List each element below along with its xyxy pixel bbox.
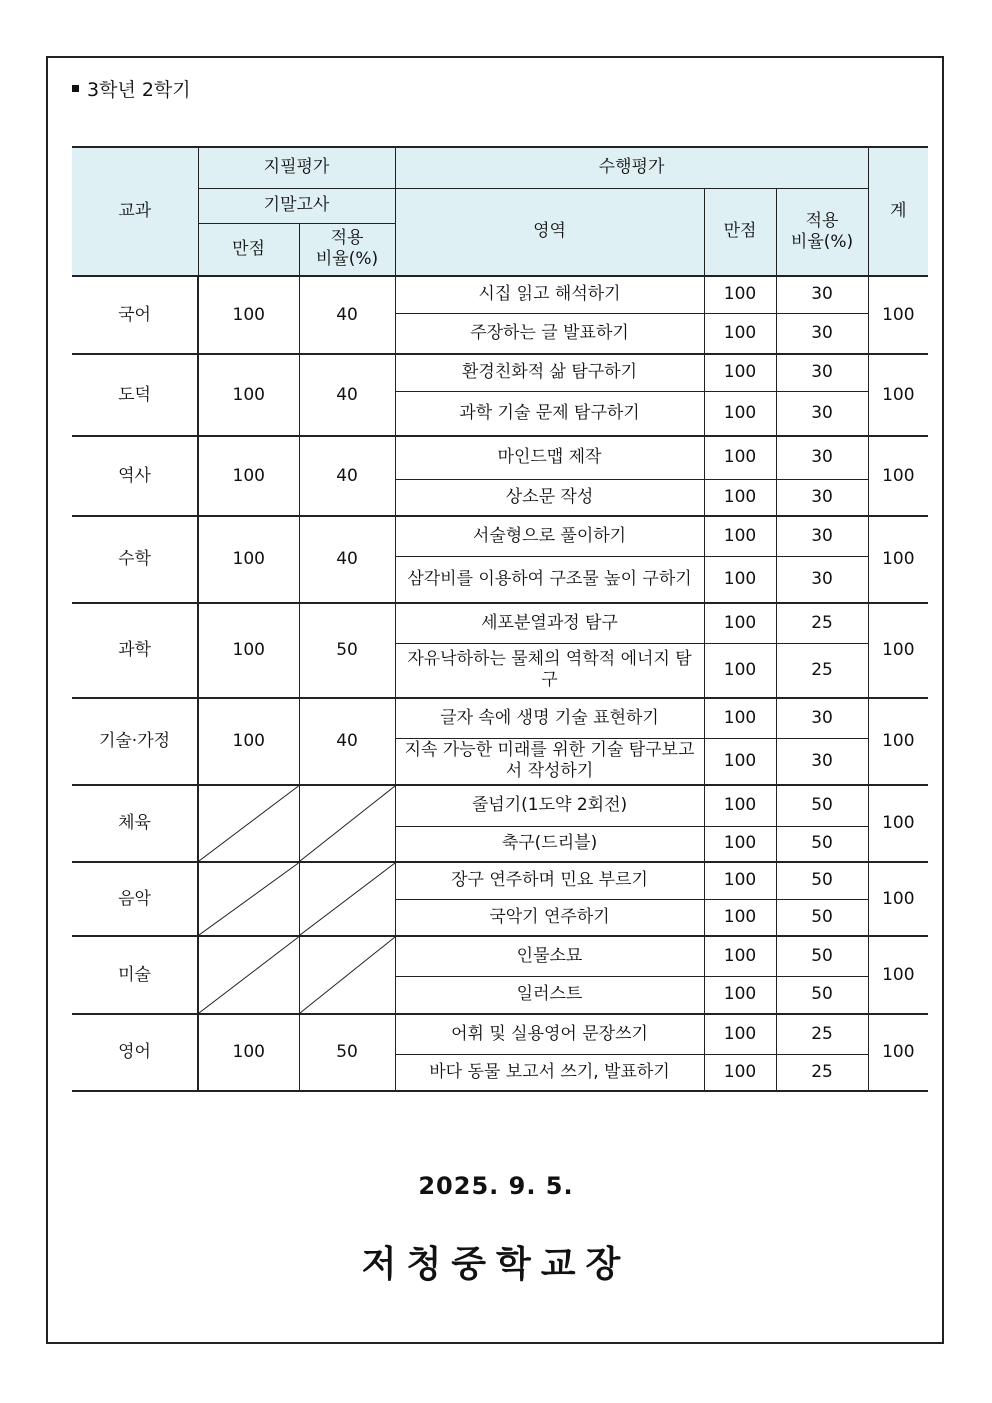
- written-full-score: 100: [198, 436, 299, 516]
- document-date: 2025. 9. 5.: [418, 1172, 574, 1200]
- perf-full-score: 100: [704, 436, 776, 479]
- perf-ratio: 50: [776, 826, 868, 862]
- perf-full-score: 100: [704, 976, 776, 1014]
- subject-cell: 국어: [72, 276, 198, 354]
- perf-ratio: 25: [776, 1054, 868, 1091]
- header-perf-full-score: 만점: [704, 188, 776, 276]
- written-full-score: 100: [198, 1014, 299, 1091]
- perf-area: 삼각비를 이용하여 구조물 높이 구하기: [395, 556, 704, 603]
- perf-ratio: 25: [776, 643, 868, 698]
- perf-ratio: 30: [776, 516, 868, 556]
- total-cell: 100: [868, 276, 928, 354]
- perf-full-score: 100: [704, 556, 776, 603]
- perf-ratio: 30: [776, 738, 868, 785]
- perf-ratio: 30: [776, 698, 868, 738]
- perf-ratio: 50: [776, 785, 868, 826]
- perf-area: 시집 읽고 해석하기: [395, 276, 704, 313]
- subject-cell: 도덕: [72, 354, 198, 436]
- perf-area: 장구 연주하며 민요 부르기: [395, 862, 704, 899]
- perf-area: 인물소묘: [395, 936, 704, 976]
- perf-full-score: 100: [704, 899, 776, 936]
- perf-ratio: 30: [776, 436, 868, 479]
- header-subject: 교과: [72, 147, 198, 276]
- header-final-exam: 기말고사: [198, 188, 395, 223]
- perf-area: 서술형으로 풀이하기: [395, 516, 704, 556]
- written-full-score-empty: [198, 936, 299, 1014]
- total-cell: 100: [868, 516, 928, 603]
- written-ratio: 50: [299, 1014, 395, 1091]
- total-cell: 100: [868, 936, 928, 1014]
- table-row: [72, 354, 928, 391]
- written-ratio: 40: [299, 516, 395, 603]
- written-full-score-empty: [198, 785, 299, 862]
- total-cell: 100: [868, 603, 928, 698]
- perf-full-score: 100: [704, 936, 776, 976]
- written-ratio: 40: [299, 354, 395, 436]
- total-cell: 100: [868, 862, 928, 936]
- evaluation-table: [72, 146, 928, 1092]
- perf-full-score: 100: [704, 826, 776, 862]
- perf-area: 마인드맵 제작: [395, 436, 704, 479]
- perf-full-score: 100: [704, 313, 776, 354]
- perf-area: 줄넘기(1도약 2회전): [395, 785, 704, 826]
- total-cell: 100: [868, 1014, 928, 1091]
- perf-ratio: 25: [776, 1014, 868, 1054]
- written-ratio-empty: [299, 785, 395, 862]
- perf-area: 환경친화적 삶 탐구하기: [395, 354, 704, 391]
- written-full-score: 100: [198, 698, 299, 785]
- perf-full-score: 100: [704, 1054, 776, 1091]
- written-full-score: 100: [198, 516, 299, 603]
- perf-area: 국악기 연주하기: [395, 899, 704, 936]
- perf-ratio: 50: [776, 862, 868, 899]
- perf-ratio: 30: [776, 276, 868, 313]
- perf-ratio: 50: [776, 899, 868, 936]
- perf-area: 지속 가능한 미래를 위한 기술 탐구보고서 작성하기: [395, 738, 704, 785]
- perf-full-score: 100: [704, 391, 776, 436]
- subject-cell: 미술: [72, 936, 198, 1014]
- square-bullet-icon: [72, 85, 79, 92]
- header-written-full-score: 만점: [198, 223, 299, 276]
- perf-full-score: 100: [704, 354, 776, 391]
- subject-cell: 체육: [72, 785, 198, 862]
- perf-ratio: 30: [776, 354, 868, 391]
- written-ratio-empty: [299, 936, 395, 1014]
- total-cell: 100: [868, 354, 928, 436]
- principal-signature: 저청중학교장: [361, 1244, 631, 1285]
- written-ratio: 40: [299, 436, 395, 516]
- perf-full-score: 100: [704, 603, 776, 643]
- perf-full-score: 100: [704, 643, 776, 698]
- written-full-score: 100: [198, 603, 299, 698]
- perf-area: 일러스트: [395, 976, 704, 1014]
- table-row: [72, 276, 928, 313]
- table-row: [72, 862, 928, 899]
- header-perf-ratio: 적용 비율(%): [776, 188, 868, 276]
- total-cell: 100: [868, 698, 928, 785]
- subject-cell: 수학: [72, 516, 198, 603]
- header-performance: 수행평가: [395, 147, 868, 188]
- perf-area: 글자 속에 생명 기술 표현하기: [395, 698, 704, 738]
- perf-area: 과학 기술 문제 탐구하기: [395, 391, 704, 436]
- perf-area: 어휘 및 실용영어 문장쓰기: [395, 1014, 704, 1054]
- subject-cell: 영어: [72, 1014, 198, 1091]
- perf-ratio: 50: [776, 976, 868, 1014]
- perf-full-score: 100: [704, 698, 776, 738]
- perf-ratio: 25: [776, 603, 868, 643]
- table-row: [72, 936, 928, 976]
- perf-area: 상소문 작성: [395, 479, 704, 516]
- written-full-score-empty: [198, 862, 299, 936]
- table-row: [72, 785, 928, 826]
- table-row: [72, 436, 928, 479]
- perf-ratio: 30: [776, 556, 868, 603]
- perf-full-score: 100: [704, 785, 776, 826]
- perf-ratio: 30: [776, 479, 868, 516]
- header-written-ratio: 적용 비율(%): [299, 223, 395, 276]
- perf-full-score: 100: [704, 1014, 776, 1054]
- written-full-score: 100: [198, 276, 299, 354]
- subject-cell: 기술·가정: [72, 698, 198, 785]
- perf-area: 세포분열과정 탐구: [395, 603, 704, 643]
- section-heading-text: 3학년 2학기: [87, 79, 191, 101]
- perf-full-score: 100: [704, 276, 776, 313]
- written-ratio: 50: [299, 603, 395, 698]
- written-ratio-empty: [299, 862, 395, 936]
- header-total: 계: [868, 147, 928, 276]
- written-ratio: 40: [299, 698, 395, 785]
- table-row: [72, 516, 928, 556]
- subject-cell: 음악: [72, 862, 198, 936]
- perf-area: 축구(드리블): [395, 826, 704, 862]
- perf-area: 자유낙하하는 물체의 역학적 에너지 탐구: [395, 643, 704, 698]
- table-row: [72, 1014, 928, 1054]
- subject-cell: 역사: [72, 436, 198, 516]
- header-area: 영역: [395, 188, 704, 276]
- perf-full-score: 100: [704, 738, 776, 785]
- perf-area: 바다 동물 보고서 쓰기, 발표하기: [395, 1054, 704, 1091]
- subject-cell: 과학: [72, 603, 198, 698]
- written-ratio: 40: [299, 276, 395, 354]
- perf-full-score: 100: [704, 862, 776, 899]
- written-full-score: 100: [198, 354, 299, 436]
- table-row: [72, 603, 928, 643]
- table-row: [72, 698, 928, 738]
- perf-full-score: 100: [704, 516, 776, 556]
- header-written: 지필평가: [198, 147, 395, 188]
- total-cell: 100: [868, 436, 928, 516]
- perf-ratio: 30: [776, 313, 868, 354]
- perf-ratio: 50: [776, 936, 868, 976]
- perf-area: 주장하는 글 발표하기: [395, 313, 704, 354]
- perf-full-score: 100: [704, 479, 776, 516]
- total-cell: 100: [868, 785, 928, 862]
- section-heading: [72, 77, 191, 103]
- perf-ratio: 30: [776, 391, 868, 436]
